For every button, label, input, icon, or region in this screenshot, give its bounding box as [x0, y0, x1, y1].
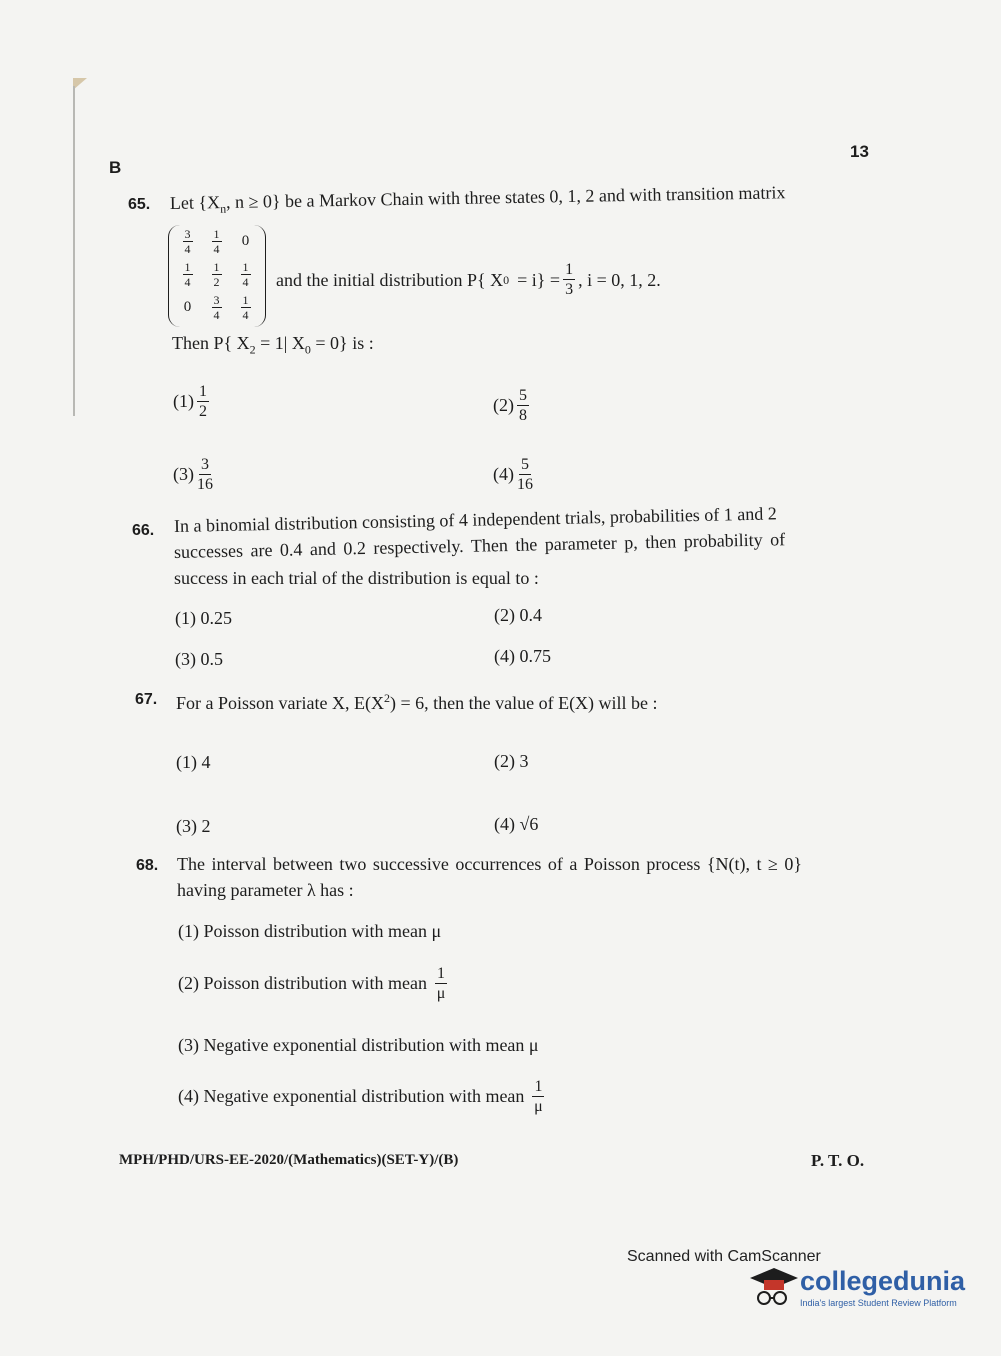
- question-65-stem: Let {$X_n$, n ≥ 0} be a Markov Chain with three states 0, 1, 2 and with transition matrix: [169, 182, 786, 216]
- question-number-67: 67.: [135, 691, 158, 708]
- collegedunia-logo: [746, 1262, 965, 1312]
- pto-label: P. T. O.: [811, 1151, 865, 1170]
- matrix-cell: $\frac{1}{4}$: [184, 260, 191, 289]
- q68-option-3: (3) Negative exponential distribution with mean μ: [178, 1035, 539, 1055]
- initial-distribution: and the initial distribution P{ X 0 = i} = $\frac{1}{3}$ , i = 0, 1, 2.: [276, 261, 661, 298]
- matrix-cell: $\frac{1}{2}$: [213, 260, 220, 289]
- q67-option-3: (3) 2: [176, 816, 211, 836]
- matrix-cell: 0: [241, 233, 250, 249]
- q66-option-1: (1) 0.25: [175, 608, 232, 628]
- page-corner-mark: [73, 78, 87, 90]
- question-68-line-1: The interval between two successive occurrences of a Poisson process {N(t), t ≥ 0}: [177, 854, 802, 874]
- margin-line: [73, 86, 75, 416]
- brand-tagline: India's largest Student Review Platform: [800, 1298, 957, 1308]
- transition-matrix-table: [173, 225, 260, 324]
- page-number: 13: [850, 142, 869, 161]
- q66-option-3: (3) 0.5: [175, 649, 223, 669]
- q68-option-4: (4) Negative exponential distribution with mean $\frac{1}{\mu}$: [178, 1078, 543, 1115]
- initial-fraction: $\frac{1}{3}$: [565, 261, 574, 298]
- paper-code: MPH/PHD/URS-EE-2020/(Mathematics)(SET-Y)/(B): [119, 1152, 459, 1168]
- question-68-line-2: having parameter λ has :: [177, 880, 354, 900]
- matrix-cell: $\frac{1}{4}$: [213, 227, 220, 256]
- question-66-line-2: successes are 0.4 and 0.2 respectively. Then the parameter p, then probability of: [173, 529, 786, 562]
- q68-option-1: (1) Poisson distribution with mean μ: [178, 921, 442, 941]
- q65-option-2: (2) $\frac{5}{8}$: [493, 387, 527, 424]
- scanner-watermark: Scanned with CamScanner: [627, 1248, 821, 1265]
- q65-option-1: (1) $\frac{1}{2}$: [173, 383, 207, 420]
- question-number-66: 66.: [132, 522, 155, 539]
- question-number-65: 65.: [128, 196, 151, 213]
- q67-option-2: (2) 3: [494, 751, 529, 771]
- matrix-cell: 0: [183, 299, 192, 315]
- matrix-cell: $\frac{1}{4}$: [242, 293, 249, 322]
- q65-option-4: (4) $\frac{5}{16}$: [493, 456, 533, 493]
- q68-option-2: (2) Poisson distribution with mean $\frac{1}{\mu}$: [178, 965, 446, 1002]
- q67-option-4: (4) √6: [494, 814, 539, 834]
- q66-option-4: (4) 0.75: [494, 646, 551, 666]
- question-67-text: For a Poisson variate X, $E(X^2) = 6$, then the value of E(X) will be :: [176, 691, 658, 713]
- transition-matrix: [168, 225, 266, 327]
- matrix-cell: $\frac{3}{4}$: [184, 227, 191, 256]
- q67-option-1: (1) 4: [176, 752, 211, 772]
- graduate-mascot-icon: [746, 1262, 800, 1312]
- q65-option-3: (3) $\frac{3}{16}$: [173, 456, 213, 493]
- brand-name: collegedunia: [800, 1266, 966, 1296]
- question-66-line-3: success in each trial of the distribution is equal to :: [174, 568, 539, 588]
- matrix-cell: $\frac{1}{4}$: [242, 260, 249, 289]
- question-number-68: 68.: [136, 857, 159, 874]
- question-65-prompt: Then P{ $X_2 = 1|$ $X_0 = 0$} is :: [172, 333, 374, 357]
- q66-option-2: (2) 0.4: [494, 605, 542, 625]
- set-letter: B: [109, 158, 122, 177]
- matrix-cell: $\frac{3}{4}$: [213, 293, 220, 322]
- question-66-line-1: In a binomial distribution consisting of 4 independent trials, probabilities of 1 and 2: [173, 503, 777, 536]
